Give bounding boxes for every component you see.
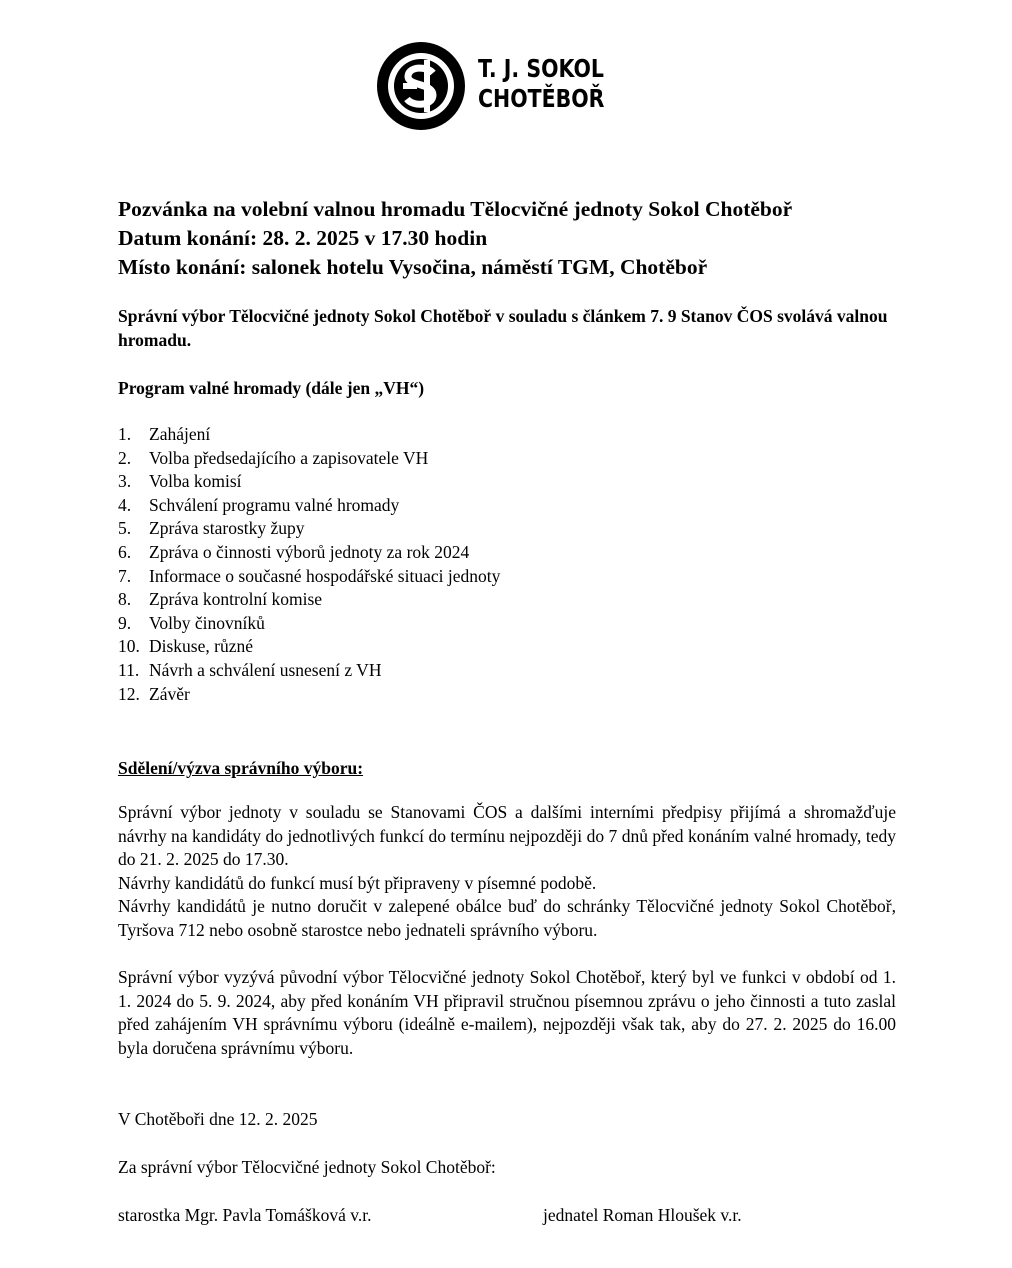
nominations-form-text: Návrhy kandidátů do funkcí musí být připraveny v písemné podobě. bbox=[118, 872, 597, 893]
list-item bbox=[118, 588, 500, 612]
item-text: Diskuse, různé bbox=[149, 636, 254, 657]
list-item bbox=[118, 470, 500, 494]
item-number: 5. bbox=[118, 518, 132, 539]
sokol-emblem-icon bbox=[375, 40, 467, 132]
item-text: Schválení programu valné hromady bbox=[149, 494, 400, 515]
nominations-text: Správní výbor jednoty v souladu se Stanovami ČOS a dalšími interními předpisy přijímá a shromažďuje návrhy na kandidáty do jednotlivých funkcí do termínu nejpozději do 7 dnů před konáním valné hromady, tedy do 21. 2. 2025 do 17.30. bbox=[118, 802, 896, 870]
item-number: 8. bbox=[118, 589, 132, 610]
logo-wordmark bbox=[478, 54, 604, 114]
signed-for-line: Za správní výbor Tělocvičné jednoty Sokol Chotěboř: bbox=[118, 1157, 496, 1177]
item-text: Zahájení bbox=[149, 424, 211, 444]
nominations-paragraph bbox=[118, 801, 896, 943]
meeting-date: Datum konání: 28. 2. 2025 v 17.30 hodin bbox=[118, 226, 488, 250]
place-and-date: V Chotěboři dne 12. 2. 2025 bbox=[118, 1109, 318, 1129]
item-text: Volby činovníků bbox=[149, 612, 265, 633]
list-item bbox=[118, 541, 500, 565]
invitation-heading bbox=[118, 195, 792, 282]
meeting-place: Místo konání: salonek hotelu Vysočina, náměstí TGM, Chotěboř bbox=[118, 255, 708, 279]
list-item bbox=[118, 659, 500, 683]
item-number: 4. bbox=[118, 494, 132, 515]
list-item bbox=[118, 423, 500, 447]
list-item bbox=[118, 612, 500, 636]
report-request-paragraph bbox=[118, 966, 896, 1060]
item-text: Zpráva kontrolní komise bbox=[149, 589, 323, 610]
item-number: 3. bbox=[118, 471, 132, 492]
signature-chairwoman: starostka Mgr. Pavla Tomášková v.r. bbox=[118, 1205, 372, 1225]
list-item bbox=[118, 447, 500, 471]
item-text: Návrh a schválení usnesení z VH bbox=[149, 659, 382, 680]
item-number: 9. bbox=[118, 612, 132, 633]
item-number: 12. bbox=[118, 683, 140, 704]
list-item bbox=[118, 494, 500, 518]
item-text: Volba předsedajícího a zapisovatele VH bbox=[149, 447, 429, 468]
logo-line-1: T. J. SOKOL bbox=[478, 54, 604, 83]
item-text: Zpráva starostky župy bbox=[149, 518, 305, 539]
list-item bbox=[118, 565, 500, 589]
item-number: 11. bbox=[118, 659, 140, 680]
invitation-title: Pozvánka na volební valnou hromadu Tělocvičné jednoty Sokol Chotěboř bbox=[118, 197, 793, 221]
signature-secretary: jednatel Roman Hloušek v.r. bbox=[543, 1205, 742, 1225]
item-text: Informace o současné hospodářské situaci jednoty bbox=[149, 565, 501, 586]
list-item bbox=[118, 683, 500, 707]
report-request-text: Správní výbor vyzývá původní výbor Tělocvičné jednoty Sokol Chotěboř, který byl ve funkci v období od 1. 1. 2024 do 5. 9. 2024, aby před konáním VH připravil stručnou písemnou zprávu o jeho činnosti a tuto zaslal před zahájením VH správnímu výboru (ideálně e-mailem), nejpozději však tak, aby do 27. 2. 2025 do 16.00 byla doručena správnímu výboru. bbox=[118, 967, 896, 1058]
item-text: Závěr bbox=[149, 683, 190, 704]
list-item bbox=[118, 517, 500, 541]
item-number: 10. bbox=[118, 636, 140, 657]
nominations-delivery-text: Návrhy kandidátů je nutno doručit v zalepené obálce buď do schránky Tělocvičné jednoty Sokol Chotěboř, Tyršova 712 nebo osobně starostce nebo jednateli správního výboru. bbox=[118, 896, 896, 940]
intro-paragraph: Správní výbor Tělocvičné jednoty Sokol Chotěboř v souladu s článkem 7. 9 Stanov ČOS svolává valnou hromadu. bbox=[118, 306, 888, 350]
item-number: 1. bbox=[118, 424, 132, 444]
item-number: 6. bbox=[118, 541, 132, 562]
agenda-list bbox=[118, 423, 500, 706]
list-item bbox=[118, 635, 500, 659]
logo bbox=[375, 40, 615, 132]
notice-title: Sdělení/výzva správního výboru: bbox=[118, 758, 364, 778]
item-number: 2. bbox=[118, 447, 132, 468]
logo-line-2: CHOTĚBOŘ bbox=[478, 84, 605, 113]
item-number: 7. bbox=[118, 565, 132, 586]
item-text: Volba komisí bbox=[149, 471, 242, 492]
program-title: Program valné hromady (dále jen „VH“) bbox=[118, 378, 425, 398]
item-text: Zpráva o činnosti výborů jednoty za rok 2024 bbox=[149, 541, 470, 562]
